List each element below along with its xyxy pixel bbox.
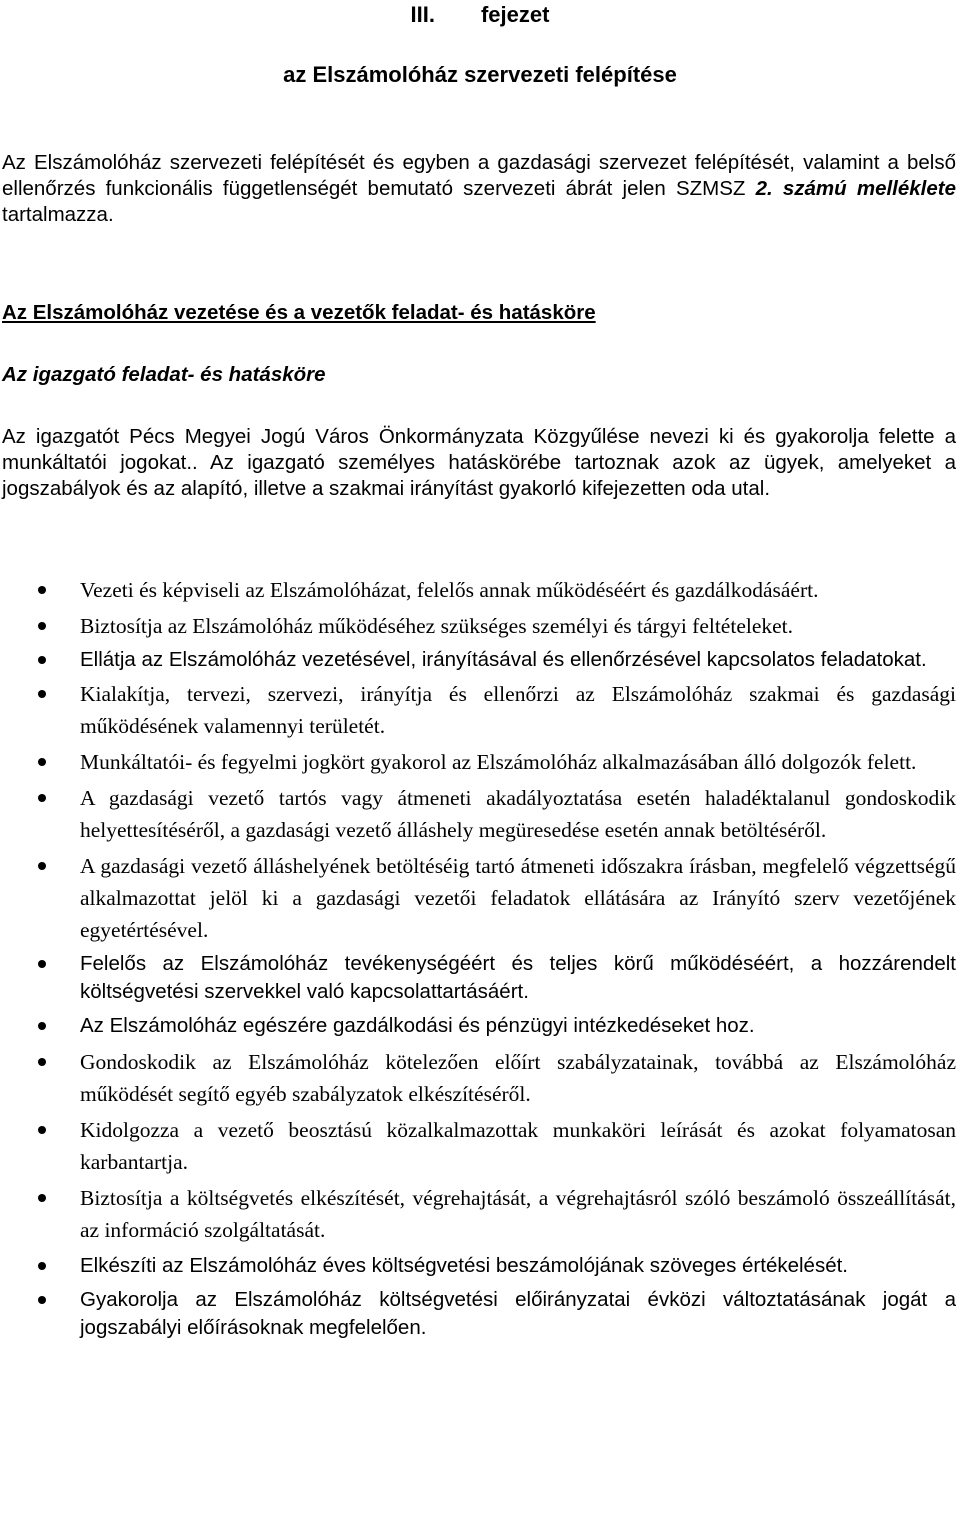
list-item-text: A gazdasági vezető álláshelyének betöltéséig tartó átmeneti időszakra írásban, megfelelő végzettségű alkalmazottat jelöl ki a gazdasági vezetői feladatok ellátására az Irányító szerv vezetőjének egyetértésével. [80, 854, 956, 942]
list-item [0, 646, 956, 674]
intro-text: Az Elszámolóház szervezeti felépítését és egyben a gazdasági szervezet felépítését, valamint a belső ellenőrzés funkcionális függetlenségét bemutató szervezeti ábrát jelen SZMSZ [2, 151, 956, 200]
list-item [0, 1012, 956, 1040]
bullet-icon [38, 862, 46, 870]
intro-paragraph [2, 150, 956, 228]
list-item-text: Ellátja az Elszámolóház vezetésével, irányításával és ellenőrzésével kapcsolatos feladatokat. [80, 648, 927, 671]
duties-list [0, 574, 956, 1342]
chapter-word: fejezet [480, 2, 550, 27]
bullet-icon [38, 960, 46, 968]
director-paragraph: Az igazgatót Pécs Megyei Jogú Város Önkormányzata Közgyűlése nevezi ki és gyakorolja felette a munkáltatói jogokat.. Az igazgató személyes hatáskörébe tartoznak azok az ügyek, amelyeket a jogszabályok és az alapító, illetve a szakmai irányítást gyakorló kifejezetten oda utal. [2, 425, 956, 500]
list-item-text: Biztosítja az Elszámolóház működéséhez szükséges személyi és tárgyi feltételeket. [80, 614, 794, 638]
list-item [0, 950, 956, 1006]
list-item-text: Vezeti és képviseli az Elszámolóházat, felelős annak működéséért és gazdálkodásáért. [80, 578, 819, 602]
bullet-icon [38, 690, 46, 698]
annex-reference: 2. számú melléklete [755, 177, 956, 200]
list-item [0, 610, 956, 642]
list-item-text: Kidolgozza a vezető beosztású közalkalmazottak munkaköri leírását és azokat folyamatosan karbantartja. [80, 1118, 956, 1174]
list-item [0, 1114, 956, 1178]
bullet-icon [38, 1262, 46, 1270]
bullet-icon [38, 1126, 46, 1134]
list-item-text: Kialakítja, tervezi, szervezi, irányítja és ellenőrzi az Elszámolóház szakmai és gazdasági működésének valamennyi területét. [80, 682, 956, 738]
intro-text-end: tartalmazza. [2, 203, 114, 226]
list-item-text: Munkáltatói- és fegyelmi jogkört gyakorol az Elszámolóház alkalmazásában álló dolgozók felett. [80, 750, 917, 774]
bullet-icon [38, 656, 46, 664]
list-item [0, 1182, 956, 1246]
list-item [0, 1252, 956, 1280]
list-item [0, 746, 956, 778]
list-item [0, 850, 956, 946]
list-item [0, 1286, 956, 1342]
list-item [0, 1046, 956, 1110]
list-item [0, 678, 956, 742]
section-heading: Az Elszámolóház vezetése és a vezetők feladat- és hatásköre [2, 301, 596, 324]
bullet-icon [38, 622, 46, 630]
list-item [0, 574, 956, 606]
bullet-icon [38, 1296, 46, 1304]
bullet-icon [38, 1058, 46, 1066]
list-item-text: Elkészíti az Elszámolóház éves költségvetési beszámolójának szöveges értékelését. [80, 1254, 848, 1277]
chapter-heading [0, 0, 960, 30]
bullet-icon [38, 758, 46, 766]
list-item-text: Gondoskodik az Elszámolóház kötelezően előírt szabályzatainak, továbbá az Elszámolóház működését segítő egyéb szabályzatok elkészítéséről. [80, 1050, 956, 1106]
chapter-number: III. [410, 2, 435, 27]
bullet-icon [38, 1022, 46, 1030]
list-item [0, 782, 956, 846]
document-title: az Elszámolóház szervezeti felépítése [283, 62, 677, 87]
list-item-text: Felelős az Elszámolóház tevékenységéért és teljes körű működéséért, a hozzárendelt költségvetési szervekkel való kapcsolattartásáért. [80, 952, 956, 1003]
bullet-icon [38, 586, 46, 594]
subsection-heading: Az igazgató feladat- és hatásköre [2, 363, 326, 386]
bullet-icon [38, 1194, 46, 1202]
list-item-text: A gazdasági vezető tartós vagy átmeneti akadályoztatása esetén haladéktalanul gondoskodik helyettesítéséről, a gazdasági vezető álláshely megüresedése esetén annak betöltéséről. [80, 786, 956, 842]
bullet-icon [38, 794, 46, 802]
list-item-text: Gyakorolja az Elszámolóház költségvetési előirányzatai évközi változtatásának jogát a jogszabályi előírásoknak megfelelően. [80, 1288, 956, 1339]
list-item-text: Az Elszámolóház egészére gazdálkodási és pénzügyi intézkedéseket hoz. [80, 1014, 755, 1037]
list-item-text: Biztosítja a költségvetés elkészítését, végrehajtását, a végrehajtásról szóló beszámoló összeállítását, az információ szolgáltatását. [80, 1186, 956, 1242]
